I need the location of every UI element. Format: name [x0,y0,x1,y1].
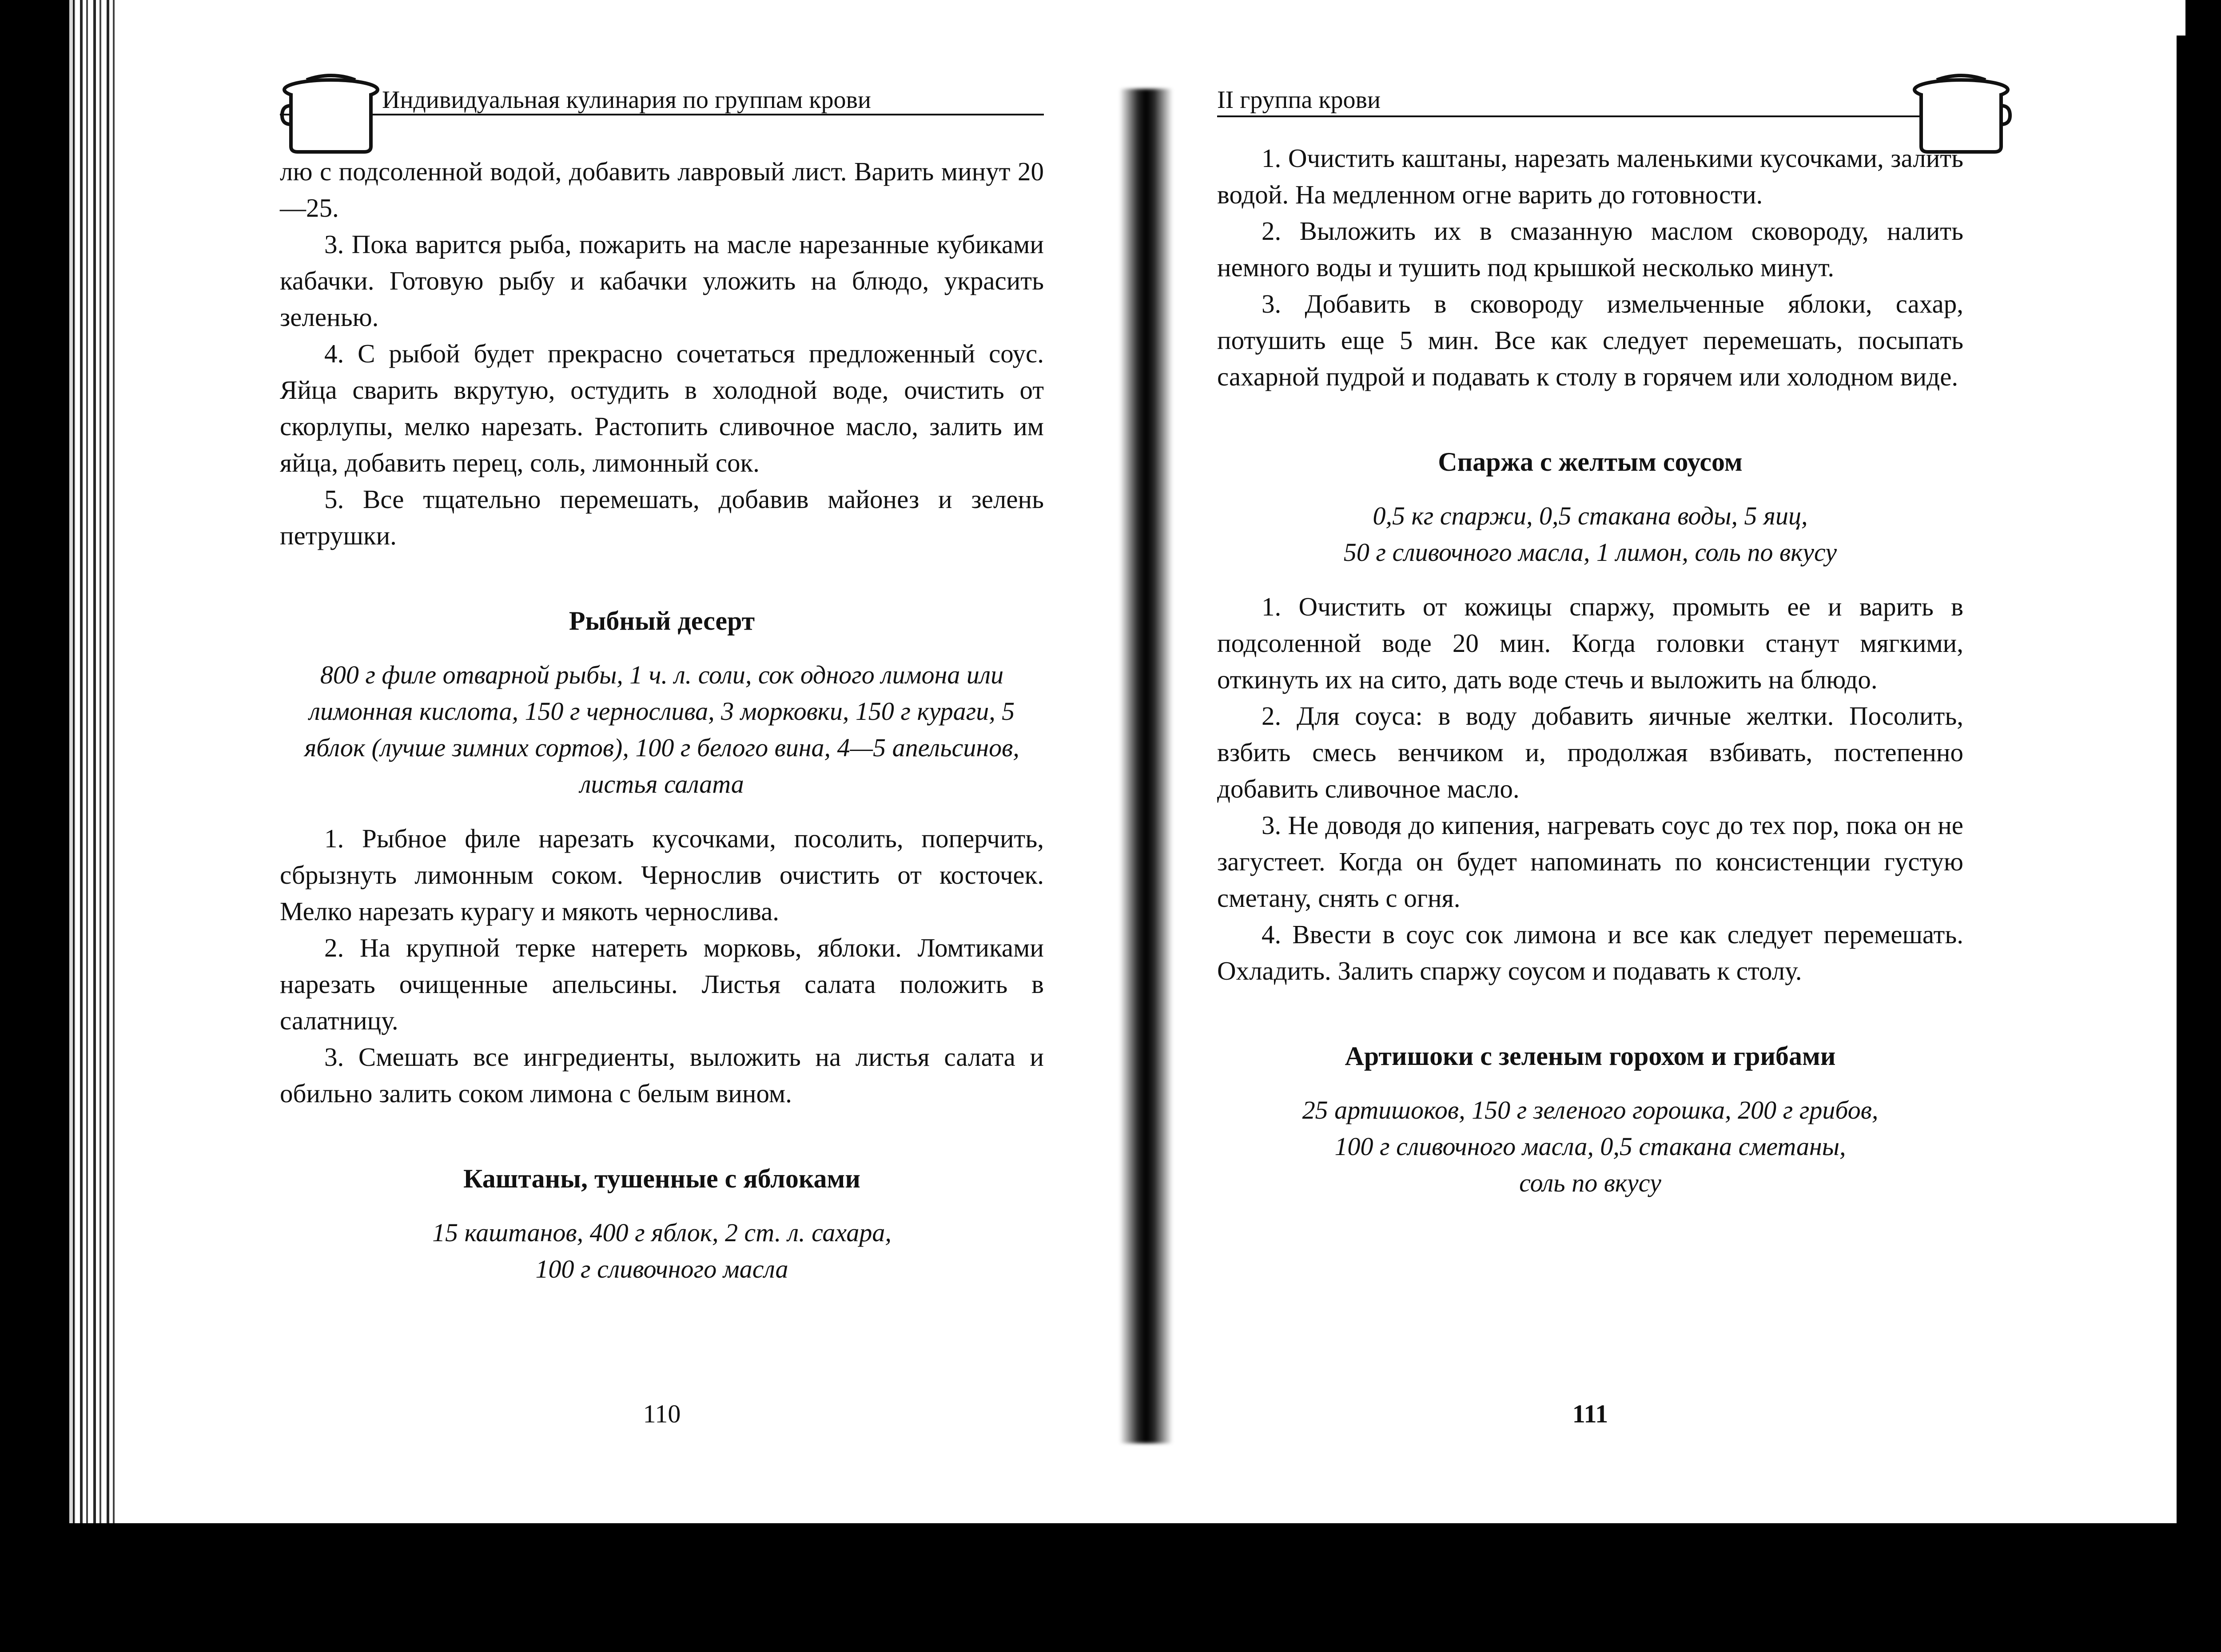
binding-edge [67,0,120,1554]
left-page-body [280,153,1044,1305]
step-paragraph: 2. На крупной терке натереть морковь, яблоки. Ломтиками нарезать очищенные апельсины. Листья салата положить в салатницу. [280,933,1044,1035]
recipe-title: Артишоки с зеленым горохом и грибами [1345,1041,1836,1071]
paragraph: лю с подсоленной водой, добавить лавровый лист. Варить минут 20—25. [280,157,1044,222]
scan-edge-right [2177,36,2221,1652]
recipe-title: Рыбный десерт [569,606,755,635]
step-paragraph: 5. Все тщательно перемешать, добавив майонез и зелень петрушки. [280,484,1044,550]
scan-edge-bottom [0,1523,2221,1652]
header-title: II группа крови [1217,86,1381,114]
recipe-title: Спаржа с желтым соусом [1438,447,1743,477]
ingredients-line: соль по вкусу [1519,1168,1661,1197]
recipe-title: Каштаны, тушенные с яблоками [463,1164,860,1193]
step-paragraph: 2. Выложить их в смазанную маслом сковороду, налить немного воды и тушить под крышкой несколько минут. [1217,216,1963,282]
step-paragraph: 1. Очистить каштаны, нарезать маленькими кусочками, залить водой. На медленном огне варить до готовности. [1217,143,1963,209]
page-number: 110 [643,1399,681,1428]
header-title: Индивидуальная кулинария по группам крови [382,86,871,114]
ingredients-line: 25 артишоков, 150 г зеленого горошка, 200 г грибов, [1302,1096,1879,1124]
running-header [1217,84,1963,117]
recipe-ingredients: 800 г филе отварной рыбы, 1 ч. л. соли, сок одного лимона или лимонная кислота, 150 г чернослива, 3 морковки, 150 г кураги, 5 яблок (лучше зимних сортов), 100 г белого вина, 4—5 апельсинов, листья салата [304,660,1019,798]
step-paragraph: 2. Для соуса: в воду добавить яичные желтки. Посолить, взбить смесь венчиком и, продолжая взбивать, постепенно добавить сливочное масло. [1217,701,1963,803]
step-paragraph: 3. Не доводя до кипения, нагревать соус до тех пор, пока он не загустеет. Когда он будет напоминать по консистенции густую сметану, снять с огня. [1217,810,1963,913]
recipe-ingredients [280,1215,1044,1287]
step-paragraph: 3. Пока варится рыба, пожарить на масле нарезанные кубиками кабачки. Готовую рыбу и кабачки уложить на блюдо, украсить зеленью. [280,230,1044,332]
page-number: 111 [1572,1399,1608,1428]
gutter-shadow [1119,89,1173,1443]
step-paragraph: 4. Ввести в соус сок лимона и все как следует перемешать. Охладить. Залить спаржу соусом и подавать к столу. [1217,920,1963,985]
ingredients-line: 100 г сливочного масла, 0,5 стакана сметаны, [1334,1132,1846,1161]
cooking-pot-icon [280,71,382,155]
running-header [280,84,1044,115]
step-paragraph: 4. С рыбой будет прекрасно сочетаться предложенный соус. Яйца сварить вкрутую, остудить в холодной воде, очистить от скорлупы, мелко нарезать. Растопить сливочное масло, залить им яйца, добавить перец, соль, лимонный сок. [280,339,1044,477]
ingredients-line: 0,5 кг спаржи, 0,5 стакана воды, 5 яиц, [1373,501,1808,530]
recipe-ingredients [1217,1092,1963,1201]
ingredients-line: 100 г сливочного масла [535,1255,788,1283]
step-paragraph: 3. Смешать все ингредиенты, выложить на листья салата и обильно залить соком лимона с белым вином. [280,1042,1044,1108]
ingredients-line: 50 г сливочного масла, 1 лимон, соль по вкусу [1343,538,1837,567]
step-paragraph: 1. Очистить от кожицы спаржу, промыть ее и варить в подсоленной воде 20 мин. Когда головки станут мягкими, откинуть их на сито, дать воде стечь и выложить на блюдо. [1217,592,1963,694]
step-paragraph: 3. Добавить в сковороду измельченные яблоки, сахар, потушить еще 5 мин. Все как следует перемешать, посыпать сахарной пудрой и подавать к столу в горячем или холодном виде. [1217,289,1963,391]
ingredients-line: 15 каштанов, 400 г яблок, 2 ст. л. сахара, [432,1218,892,1247]
right-page-body [1217,140,1963,1219]
recipe-ingredients [1217,498,1963,571]
step-paragraph: 1. Рыбное филе нарезать кусочками, посолить, поперчить, сбрызнуть лимонным соком. Чернослив очистить от косточек. Мелко нарезать курагу и мякоть чернослива. [280,824,1044,926]
